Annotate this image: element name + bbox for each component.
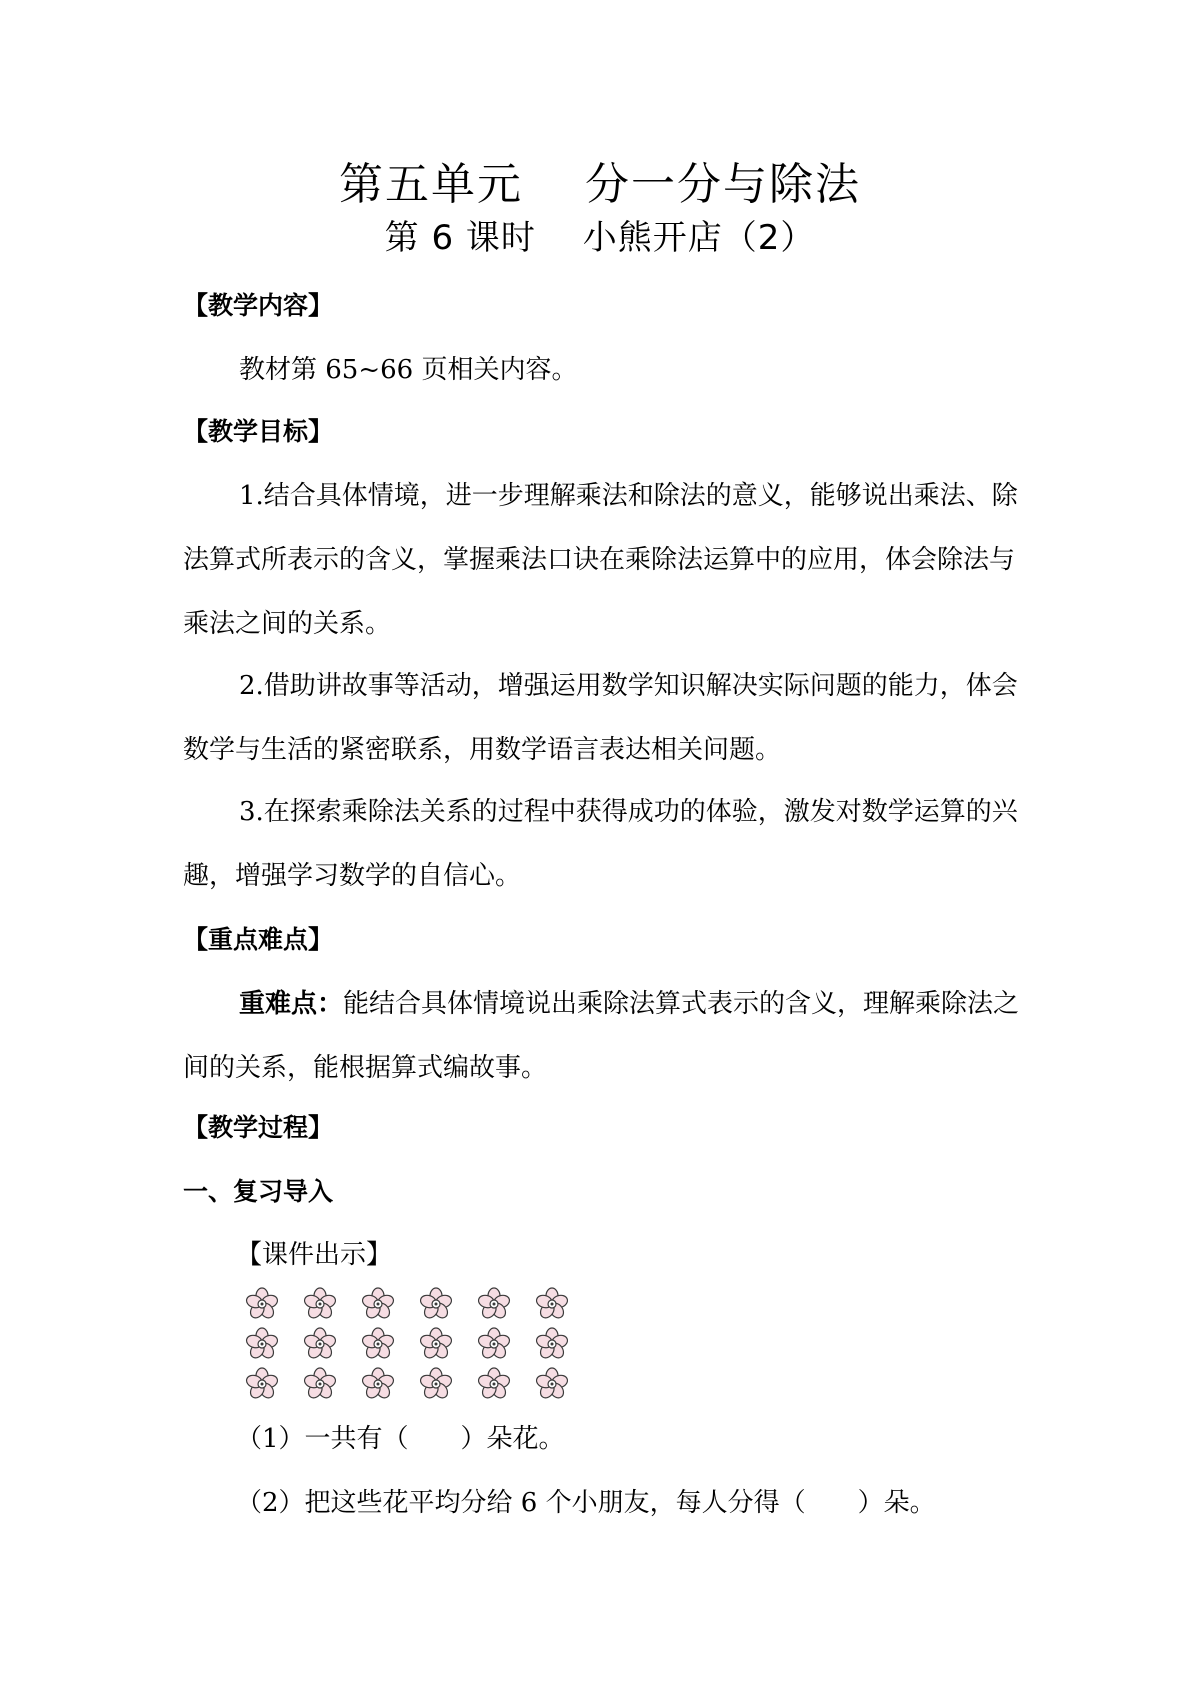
content-text: 教材第 65~66 页相关内容。: [239, 355, 578, 385]
courseware-label: 【课件出示】: [236, 1240, 393, 1270]
flower-icon: [361, 1367, 419, 1407]
keypoints-paragraph: [183, 972, 1033, 1100]
flower-icon: [535, 1367, 593, 1407]
question-2: （2）把这些花平均分给 6 个小朋友，每人分得（ ）朵。: [236, 1488, 936, 1518]
flower-icon: [245, 1327, 303, 1367]
flower-icon: [303, 1367, 361, 1407]
flower-icon: [361, 1327, 419, 1367]
flower-icon: [477, 1287, 535, 1327]
lesson-subtitle: 第 6 课时 小熊开店（2）: [384, 218, 816, 258]
keypoints-text: 能结合具体情境说出乘除法算式表示的含义，理解乘除法之间的关系，能根据算式编故事。: [183, 989, 1020, 1083]
flower-icon: [245, 1367, 303, 1407]
flower-icon: [419, 1287, 477, 1327]
flower-icon: [419, 1367, 477, 1407]
goal-item-1: 1.结合具体情境，进一步理解乘法和除法的意义，能够说出乘法、除法算式所表示的含义，掌握乘法口诀在乘除法运算中的应用，体会除法与乘法之间的关系。: [183, 481, 1018, 639]
flower-grid: [245, 1287, 585, 1415]
section-heading-content: 【教学内容】: [183, 291, 334, 320]
question-1: （1）一共有（ ）朵花。: [236, 1424, 565, 1454]
flower-icon: [477, 1367, 535, 1407]
goal-item-3: 3.在探索乘除法关系的过程中获得成功的体验，激发对数学运算的兴趣，增强学习数学的自信心。: [183, 797, 1018, 891]
flower-icon: [303, 1327, 361, 1367]
section-heading-keypoints: 【重点难点】: [183, 925, 334, 954]
step-heading-review: 一、复习导入: [183, 1177, 334, 1206]
section-heading-process: 【教学过程】: [183, 1113, 334, 1142]
flower-icon: [477, 1327, 535, 1367]
goal-item-2: 2.借助讲故事等活动，增强运用数学知识解决实际问题的能力，体会数学与生活的紧密联系，用数学语言表达相关问题。: [183, 671, 1018, 765]
page-title: 第五单元 分一分与除法: [339, 159, 861, 210]
flower-icon: [535, 1287, 593, 1327]
flower-icon: [245, 1287, 303, 1327]
keypoints-label: 重难点：: [239, 989, 344, 1019]
flower-icon: [535, 1327, 593, 1367]
flower-icon: [419, 1327, 477, 1367]
flower-icon: [361, 1287, 419, 1327]
section-heading-goals: 【教学目标】: [183, 417, 334, 446]
flower-icon: [303, 1287, 361, 1327]
